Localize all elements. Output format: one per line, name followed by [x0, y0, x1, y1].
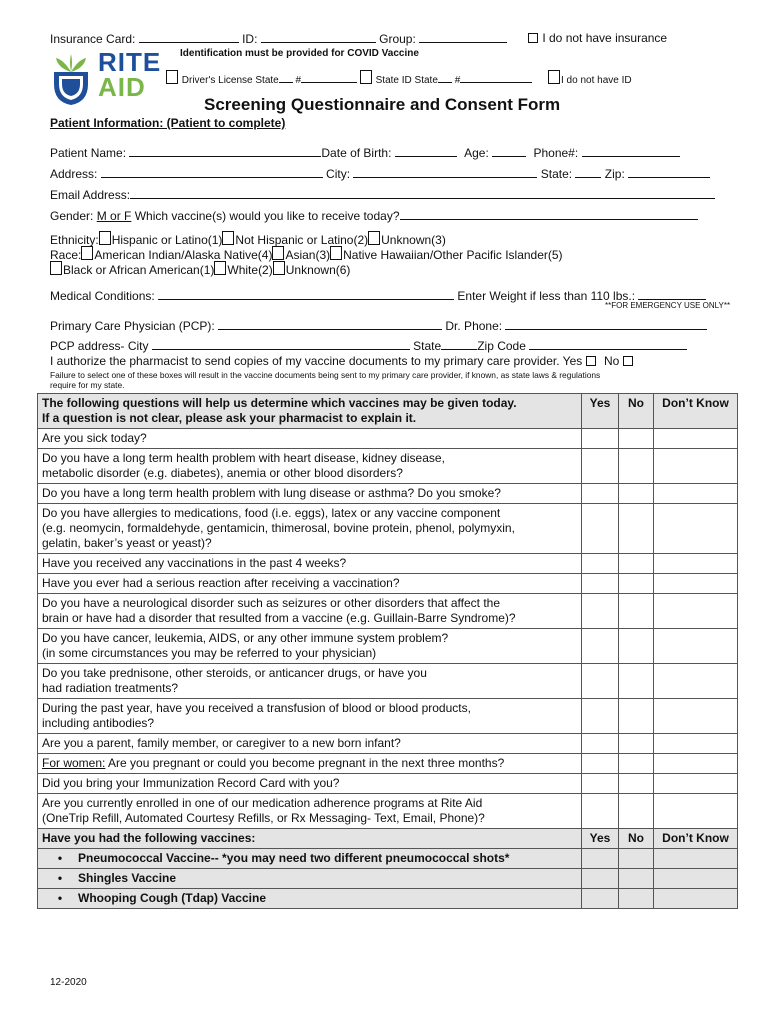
answer-dont-know-cell[interactable] — [654, 754, 738, 774]
answer-dont-know-cell[interactable] — [654, 869, 738, 889]
answer-dont-know-cell[interactable] — [654, 889, 738, 909]
zip-field[interactable] — [628, 166, 710, 178]
race-black-checkbox[interactable] — [50, 261, 62, 275]
answer-no-cell[interactable] — [619, 794, 654, 829]
state-id-state-field[interactable] — [438, 71, 452, 83]
answer-dont-know-cell[interactable] — [654, 774, 738, 794]
vac-col-dont-know-header: Don’t Know — [654, 829, 738, 849]
race-unknown-label: Unknown(6) — [285, 263, 351, 277]
no-id-checkbox[interactable] — [548, 70, 560, 84]
email-label: Email Address: — [50, 188, 131, 202]
id-required-note: Identification must be provided for COVID Vaccine — [180, 48, 419, 59]
question-line: including antibodies? — [42, 716, 155, 730]
address-field[interactable] — [101, 166, 323, 178]
question-line: Have you ever had a serious reaction after receiving a vaccination? — [42, 576, 400, 590]
answer-yes-cell[interactable] — [582, 504, 619, 554]
question-text — [38, 554, 582, 574]
question-text — [38, 449, 582, 484]
answer-dont-know-cell[interactable] — [654, 449, 738, 484]
pcp-row — [50, 318, 707, 333]
answer-dont-know-cell[interactable] — [654, 574, 738, 594]
authorize-row — [50, 354, 634, 368]
answer-yes-cell[interactable] — [582, 869, 619, 889]
gender-options[interactable]: M or F — [96, 209, 132, 223]
question-line: Are you sick today? — [42, 431, 147, 445]
authorize-text: I authorize the pharmacist to send copies of my vaccine documents to my primary care provider. Yes — [50, 354, 583, 368]
city-label: City: — [326, 167, 351, 181]
question-text — [38, 629, 582, 664]
pcp-state-label: State — [413, 339, 442, 353]
for-women-label: For women: — [42, 756, 106, 770]
medical-field[interactable] — [158, 288, 454, 300]
answer-no-cell[interactable] — [619, 889, 654, 909]
no-id-option[interactable] — [548, 70, 632, 86]
table-row — [38, 449, 738, 484]
answer-yes-cell[interactable] — [582, 574, 619, 594]
question-line: Are you a parent, family member, or caregiver to a new born infant? — [42, 736, 401, 750]
failure-note-line-2: require for my state. — [50, 380, 125, 390]
question-line: Have you received any vaccinations in the past 4 weeks? — [42, 556, 347, 570]
question-text — [38, 734, 582, 754]
age-label: Age: — [464, 146, 489, 160]
answer-yes-cell[interactable] — [582, 794, 619, 829]
dr-phone-field[interactable] — [505, 318, 707, 330]
answer-no-cell[interactable] — [619, 699, 654, 734]
insurance-line — [50, 31, 507, 46]
dr-phone-label: Dr. Phone: — [445, 319, 503, 333]
table-row — [38, 699, 738, 734]
emergency-note: **FOR EMERGENCY USE ONLY** — [605, 301, 731, 310]
age-field[interactable] — [492, 145, 526, 157]
patient-section-heading: Patient Information: (Patient to complete) — [50, 116, 286, 130]
question-line: (e.g. neomycin, formaldehyde, gentamicin, thimerosal, bovine protein, phenol, polymyxin, — [42, 521, 515, 535]
answer-yes-cell[interactable] — [582, 629, 619, 664]
question-line: During the past year, have you received a transfusion of blood or blood products, — [42, 701, 471, 715]
answer-no-cell[interactable] — [619, 504, 654, 554]
address-label: Address: — [50, 167, 98, 181]
eth-not-hispanic-label: Not Hispanic or Latino(2) — [235, 233, 369, 247]
logo-line-rite: RITE — [98, 47, 162, 77]
answer-yes-cell[interactable] — [582, 774, 619, 794]
question-line: brain or have had a disorder that resulted from a vaccine (e.g. Guillain-Barre Syndrome)? — [42, 611, 516, 625]
question-line: had radiation treatments? — [42, 681, 179, 695]
dob-field[interactable] — [395, 145, 457, 157]
question-line: metabolic disorder (e.g. diabetes), anemia or other blood disorders? — [42, 466, 403, 480]
answer-no-cell[interactable] — [619, 594, 654, 629]
race-label: Race: — [50, 248, 82, 262]
answer-yes-cell[interactable] — [582, 449, 619, 484]
pcp-field[interactable] — [218, 318, 442, 330]
answer-dont-know-cell[interactable] — [654, 554, 738, 574]
answer-no-cell[interactable] — [619, 754, 654, 774]
answer-no-cell[interactable] — [619, 574, 654, 594]
table-row — [38, 754, 738, 774]
answer-yes-cell[interactable] — [582, 849, 619, 869]
vaccine-question-label: Which vaccine(s) would you like to receive today? — [134, 209, 400, 223]
question-text — [38, 774, 582, 794]
no-insurance-option[interactable] — [528, 31, 667, 45]
table-row — [38, 734, 738, 754]
authorize-no-label: No — [603, 354, 620, 368]
rite-aid-logo-icon — [50, 54, 92, 106]
phone-label: Phone#: — [533, 146, 579, 160]
answer-dont-know-cell[interactable] — [654, 629, 738, 664]
pcp-address-row — [50, 338, 687, 353]
no-insurance-label: I do not have insurance — [542, 31, 668, 45]
patient-name-field[interactable] — [129, 145, 321, 157]
state-id-checkbox[interactable] — [360, 70, 372, 84]
vaccine-name: • Shingles Vaccine — [38, 869, 582, 889]
question-text — [38, 504, 582, 554]
question-line: Do you take prednisone, other steroids, or anticancer drugs, or have you — [42, 666, 427, 680]
race-unknown-checkbox[interactable] — [273, 261, 285, 275]
authorize-no-checkbox[interactable] — [623, 356, 633, 366]
table-row — [38, 554, 738, 574]
question-text — [38, 429, 582, 449]
answer-yes-cell[interactable] — [582, 484, 619, 504]
question-line: Did you bring your Immunization Record Card with you? — [42, 776, 340, 790]
table-row — [38, 629, 738, 664]
question-text — [38, 484, 582, 504]
bullet-icon: • — [57, 891, 63, 905]
answer-yes-cell[interactable] — [582, 754, 619, 774]
answer-yes-cell[interactable] — [582, 889, 619, 909]
vaccine-row — [38, 869, 738, 889]
race-ai-checkbox[interactable] — [81, 246, 93, 260]
ethnicity-row — [50, 231, 446, 247]
answer-dont-know-cell[interactable] — [654, 504, 738, 554]
bullet-icon: • — [57, 871, 63, 885]
no-id-label: I do not have ID — [561, 75, 632, 86]
answer-no-cell[interactable] — [619, 484, 654, 504]
dl-number-field[interactable] — [301, 71, 357, 83]
answer-no-cell[interactable] — [619, 449, 654, 484]
email-row — [50, 187, 715, 202]
question-line: Do you have allergies to medications, food (i.e. eggs), latex or any vaccine component — [42, 506, 501, 520]
question-text — [38, 754, 582, 774]
address-row — [50, 166, 710, 181]
rite-aid-wordmark — [98, 47, 162, 102]
insurance-card-label: Insurance Card: — [50, 32, 136, 46]
race-nh-label: Native Hawaiian/Other Pacific Islander(5) — [343, 248, 563, 262]
answer-dont-know-cell[interactable] — [654, 594, 738, 629]
state-id-label: State ID State — [375, 75, 438, 86]
eth-unknown-label: Unknown(3) — [381, 233, 446, 247]
group-label: Group: — [379, 32, 416, 46]
question-line: (OneTrip Refill, Automated Courtesy Refills, or Rx Messaging- Text, Email, Phone)? — [42, 811, 485, 825]
race-nh-checkbox[interactable] — [330, 246, 342, 260]
footer-date: 12-2020 — [50, 977, 87, 988]
vac-col-no-header: No — [619, 829, 654, 849]
id-field[interactable] — [261, 31, 376, 43]
pcp-state-field[interactable] — [441, 338, 477, 350]
bullet-icon: • — [57, 851, 63, 865]
col-yes-header: Yes — [582, 394, 619, 429]
answer-dont-know-cell[interactable] — [654, 734, 738, 754]
answer-no-cell[interactable] — [619, 629, 654, 664]
patient-name-row — [50, 145, 680, 160]
table-row — [38, 574, 738, 594]
race-ai-label: American Indian/Alaska Native(4) — [94, 248, 273, 262]
answer-dont-know-cell[interactable] — [654, 794, 738, 829]
vac-col-yes-header: Yes — [582, 829, 619, 849]
table-row — [38, 664, 738, 699]
weight-label: Enter Weight if less than 110 lbs.: — [457, 289, 636, 303]
answer-yes-cell[interactable] — [582, 664, 619, 699]
answer-yes-cell[interactable] — [582, 699, 619, 734]
question-text — [38, 794, 582, 829]
eth-unknown-checkbox[interactable] — [368, 231, 380, 245]
table-row — [38, 429, 738, 449]
race-row-1 — [50, 246, 563, 262]
gender-row — [50, 208, 698, 223]
gender-label: Gender: — [50, 209, 94, 223]
drivers-license-label: Driver's License State — [181, 75, 279, 86]
eth-not-hispanic-checkbox[interactable] — [222, 231, 234, 245]
insurance-card-field[interactable] — [139, 31, 239, 43]
eth-hispanic-checkbox[interactable] — [99, 231, 111, 245]
group-field[interactable] — [419, 31, 507, 43]
table-header-row — [38, 394, 738, 429]
answer-yes-cell[interactable] — [582, 734, 619, 754]
answer-no-cell[interactable] — [619, 734, 654, 754]
race-white-label: White(2) — [227, 263, 273, 277]
table-row — [38, 794, 738, 829]
pcp-city-field[interactable] — [152, 338, 410, 350]
question-text — [38, 699, 582, 734]
answer-dont-know-cell[interactable] — [654, 484, 738, 504]
state-field[interactable] — [575, 166, 601, 178]
authorize-yes-checkbox[interactable] — [586, 356, 596, 366]
question-line: For women: Are you pregnant or could you become pregnant in the next three months? — [42, 756, 505, 770]
vaccine-name: • Whooping Cough (Tdap) Vaccine — [38, 889, 582, 909]
question-line: Do you have a long term health problem with heart disease, kidney disease, — [42, 451, 445, 465]
medical-label: Medical Conditions: — [50, 289, 155, 303]
state-id-number-field[interactable] — [460, 71, 532, 83]
vaccine-row — [38, 849, 738, 869]
page-title: Screening Questionnaire and Consent Form — [204, 95, 561, 114]
question-line: Do you have a long term health problem with lung disease or asthma? Do you smoke? — [42, 486, 501, 500]
state-label: State: — [540, 167, 573, 181]
race-asian-label: Asian(3) — [285, 248, 331, 262]
race-row-2 — [50, 261, 350, 277]
table-header-line-2: If a question is not clear, please ask your pharmacist to explain it. — [42, 411, 417, 425]
pcp-zip-label: Zip Code — [477, 339, 526, 353]
pcp-zip-field[interactable] — [529, 338, 687, 350]
patient-name-label: Patient Name: — [50, 146, 127, 160]
logo-line-aid: AID — [98, 72, 146, 102]
drivers-license-checkbox[interactable] — [166, 70, 178, 84]
dl-number-label: # — [295, 75, 302, 86]
question-text — [38, 594, 582, 629]
answer-dont-know-cell[interactable] — [654, 429, 738, 449]
question-line: Do you have a neurological disorder such as seizures or other disorders that affect the — [42, 596, 501, 610]
vaccine-name: • Pneumococcal Vaccine-- *you may need two different pneumococcal shots* — [38, 849, 582, 869]
vaccine-header-text: Have you had the following vaccines: — [38, 829, 582, 849]
zip-label: Zip: — [604, 167, 625, 181]
question-line: Do you have cancer, leukemia, AIDS, or any other immune system problem? — [42, 631, 449, 645]
answer-no-cell[interactable] — [619, 554, 654, 574]
vaccine-field[interactable] — [400, 208, 698, 220]
answer-dont-know-cell[interactable] — [654, 699, 738, 734]
table-row — [38, 774, 738, 794]
answer-no-cell[interactable] — [619, 429, 654, 449]
answer-yes-cell[interactable] — [582, 554, 619, 574]
question-line: (in some circumstances you may be referred to your physician) — [42, 646, 377, 660]
state-id-number-label: # — [454, 75, 461, 86]
pcp-city-label: PCP address- City — [50, 339, 149, 353]
table-header-line-1: The following questions will help us determine which vaccines may be given today. — [42, 396, 517, 410]
question-line: gelatin, baker’s yeast or yeast)? — [42, 536, 212, 550]
answer-no-cell[interactable] — [619, 869, 654, 889]
email-field[interactable] — [130, 187, 715, 199]
race-black-label: Black or African American(1) — [63, 263, 215, 277]
answer-no-cell[interactable] — [619, 849, 654, 869]
id-label: ID: — [242, 32, 258, 46]
answer-no-cell[interactable] — [619, 664, 654, 699]
dl-state-field[interactable] — [279, 71, 293, 83]
col-no-header: No — [619, 394, 654, 429]
vaccine-row — [38, 889, 738, 909]
question-text — [38, 574, 582, 594]
pcp-label: Primary Care Physician (PCP): — [50, 319, 215, 333]
col-dont-know-header: Don’t Know — [654, 394, 738, 429]
answer-no-cell[interactable] — [619, 774, 654, 794]
phone-field[interactable] — [582, 145, 680, 157]
weight-field[interactable] — [638, 288, 706, 300]
question-line: Are you currently enrolled in one of our medication adherence programs at Rite Aid — [42, 796, 483, 810]
id-line — [166, 70, 532, 86]
ethnicity-label: Ethnicity: — [50, 233, 99, 247]
answer-yes-cell[interactable] — [582, 594, 619, 629]
vaccine-header-row — [38, 829, 738, 849]
table-row — [38, 484, 738, 504]
table-header-text — [38, 394, 582, 429]
dob-label: Date of Birth: — [321, 146, 392, 160]
table-row — [38, 594, 738, 629]
answer-dont-know-cell[interactable] — [654, 849, 738, 869]
answer-yes-cell[interactable] — [582, 429, 619, 449]
no-insurance-checkbox[interactable] — [528, 33, 538, 43]
table-row — [38, 504, 738, 554]
race-white-checkbox[interactable] — [214, 261, 226, 275]
answer-dont-know-cell[interactable] — [654, 664, 738, 699]
eth-hispanic-label: Hispanic or Latino(1) — [111, 233, 223, 247]
failure-note-line-1: Failure to select one of these boxes will result in the vaccine documents being sent to my primary care provider, if known, as state laws & regulations — [50, 370, 601, 380]
race-asian-checkbox[interactable] — [272, 246, 284, 260]
screening-table — [37, 393, 738, 909]
question-text — [38, 664, 582, 699]
city-field[interactable] — [353, 166, 537, 178]
